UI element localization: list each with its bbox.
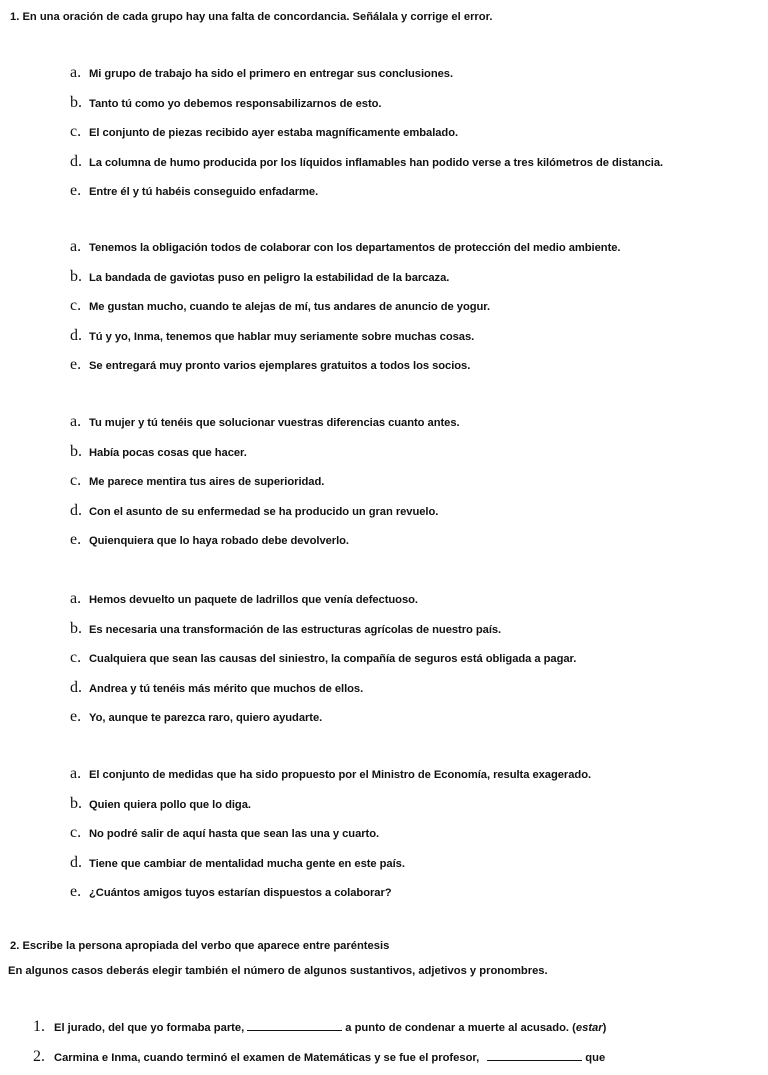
item-letter: e. bbox=[70, 883, 82, 901]
item-letter: c. bbox=[70, 649, 82, 667]
sentence-text: Me parece mentira tus aires de superioridad. bbox=[89, 476, 325, 489]
sentence-text: Tiene que cambiar de mentalidad mucha gente en este país. bbox=[89, 857, 405, 870]
item-letter: d. bbox=[70, 853, 82, 871]
item-letter: c. bbox=[70, 123, 82, 141]
item-text-before: Carmina e Inma, cuando terminó el examen de Matemáticas y se fue el profesor, bbox=[54, 1052, 480, 1064]
sentence-text: Tu mujer y tú tenéis que solucionar vuestras diferencias cuanto antes. bbox=[89, 417, 460, 429]
item-letter: c. bbox=[70, 297, 82, 315]
exercise-1-sentence bbox=[70, 620, 501, 638]
exercise-1-sentence bbox=[70, 472, 324, 490]
exercise-1-sentence bbox=[70, 182, 318, 200]
item-letter: b. bbox=[70, 619, 82, 637]
item-letter: d. bbox=[70, 326, 82, 344]
sentence-text: Quien quiera pollo que lo diga. bbox=[89, 798, 251, 811]
item-text-after: a punto de condenar a muerte al acusado. ( bbox=[345, 1022, 576, 1034]
sentence-text: Con el asunto de su enfermedad se ha producido un gran revuelo. bbox=[89, 505, 439, 518]
exercise-1-sentence bbox=[70, 590, 418, 608]
sentence-text: La bandada de gaviotas puso en peligro la estabilidad de la barcaza. bbox=[89, 271, 450, 284]
exercise-1-sentence bbox=[70, 649, 576, 667]
sentence-text: Quienquiera que lo haya robado debe devolverlo. bbox=[89, 535, 349, 548]
item-letter: e. bbox=[70, 356, 82, 374]
sentence-text: Tú y yo, Inma, tenemos que hablar muy seriamente sobre muchas cosas. bbox=[89, 330, 475, 343]
exercise-2-title: 2. Escribe la persona apropiada del verbo que aparece entre paréntesis bbox=[10, 940, 390, 952]
exercise-1-sentence bbox=[70, 238, 620, 256]
item-letter: b. bbox=[70, 267, 82, 285]
sentence-text: Hemos devuelto un paquete de ladrillos que venía defectuoso. bbox=[89, 594, 418, 606]
item-letter: e. bbox=[70, 531, 82, 549]
sentence-text: Cualquiera que sean las causas del siniestro, la compañía de seguros está obligada a pagar. bbox=[89, 653, 577, 666]
sentence-text: ¿Cuántos amigos tuyos estarían dispuestos a colaborar? bbox=[89, 887, 392, 900]
sentence-text: Yo, aunque te parezca raro, quiero ayudarte. bbox=[89, 712, 323, 725]
exercise-1-sentence bbox=[70, 854, 405, 872]
sentence-text: Me gustan mucho, cuando te alejas de mí, tus andares de anuncio de yogur. bbox=[89, 301, 491, 314]
item-letter: d. bbox=[70, 501, 82, 519]
item-letter: e. bbox=[70, 708, 82, 726]
exercise-1-sentence bbox=[70, 153, 663, 171]
exercise-1-sentence bbox=[70, 356, 470, 374]
sentence-text: El conjunto de medidas que ha sido propuesto por el Ministro de Economía, resulta exagerado. bbox=[89, 769, 592, 781]
sentence-text: Entre él y tú habéis conseguido enfadarme. bbox=[89, 186, 319, 199]
item-text-after: que bbox=[585, 1052, 606, 1064]
answer-blank[interactable] bbox=[487, 1051, 582, 1061]
item-letter: d. bbox=[70, 152, 82, 170]
exercise-1-sentence bbox=[70, 94, 381, 112]
item-number: 2. bbox=[33, 1048, 45, 1065]
sentence-text: Andrea y tú tenéis más mérito que muchos de ellos. bbox=[89, 682, 364, 695]
exercise-1-title: 1. En una oración de cada grupo hay una falta de concordancia. Señálala y corrige el error. bbox=[10, 11, 493, 23]
sentence-text: Había pocas cosas que hacer. bbox=[89, 446, 247, 459]
item-letter: a. bbox=[70, 64, 82, 81]
exercise-1-sentence bbox=[70, 327, 474, 345]
exercise-1-sentence bbox=[70, 531, 349, 549]
exercise-1-sentence bbox=[70, 64, 453, 82]
sentence-text: El conjunto de piezas recibido ayer estaba magníficamente embalado. bbox=[89, 127, 459, 140]
item-letter: a. bbox=[70, 238, 82, 255]
item-letter: b. bbox=[70, 442, 82, 460]
exercise-1-sentence bbox=[70, 679, 363, 697]
exercise-1-sentence bbox=[70, 824, 379, 842]
item-letter: a. bbox=[70, 590, 82, 607]
sentence-text: La columna de humo producida por los líquidos inflamables han podido verse a tres kilómetros de distancia. bbox=[89, 156, 664, 169]
exercise-1-sentence bbox=[70, 413, 460, 431]
item-letter: a. bbox=[70, 765, 82, 782]
sentence-text: No podré salir de aquí hasta que sean las una y cuarto. bbox=[89, 828, 380, 841]
sentence-text: Es necesaria una transformación de las estructuras agrícolas de nuestro país. bbox=[89, 623, 502, 636]
item-letter: e. bbox=[70, 182, 82, 200]
exercise-1-sentence bbox=[70, 443, 247, 461]
exercise-2-subtitle: En algunos casos deberás elegir también el número de algunos sustantivos, adjetivos y pronombres. bbox=[8, 965, 548, 977]
sentence-text: Tenemos la obligación todos de colaborar con los departamentos de protección del medio ambiente. bbox=[89, 242, 621, 254]
item-letter: d. bbox=[70, 678, 82, 696]
item-letter: a. bbox=[70, 413, 82, 430]
sentence-text: Tanto tú como yo debemos responsabilizarnos de esto. bbox=[89, 97, 382, 110]
item-letter: c. bbox=[70, 824, 82, 842]
exercise-1-sentence bbox=[70, 708, 322, 726]
exercise-2-item bbox=[33, 1048, 605, 1066]
exercise-1-sentence bbox=[70, 268, 449, 286]
exercise-1-sentence bbox=[70, 765, 591, 783]
item-close-paren: ) bbox=[602, 1022, 607, 1034]
answer-blank[interactable] bbox=[247, 1021, 342, 1031]
exercise-1-sentence bbox=[70, 795, 251, 813]
item-number: 1. bbox=[33, 1018, 45, 1035]
exercise-1-sentence bbox=[70, 297, 490, 315]
sentence-text: Se entregará muy pronto varios ejemplares gratuitos a todos los socios. bbox=[89, 360, 471, 373]
item-letter: b. bbox=[70, 794, 82, 812]
item-letter: c. bbox=[70, 472, 82, 490]
exercise-1-sentence bbox=[70, 502, 438, 520]
exercise-1-sentence bbox=[70, 883, 392, 901]
item-text-before: El jurado, del que yo formaba parte, bbox=[54, 1022, 245, 1034]
exercise-1-sentence bbox=[70, 123, 458, 141]
sentence-text: Mi grupo de trabajo ha sido el primero en entregar sus conclusiones. bbox=[89, 68, 454, 80]
item-letter: b. bbox=[70, 93, 82, 111]
exercise-2-item bbox=[33, 1018, 606, 1036]
verb-infinitive: estar bbox=[575, 1022, 603, 1034]
